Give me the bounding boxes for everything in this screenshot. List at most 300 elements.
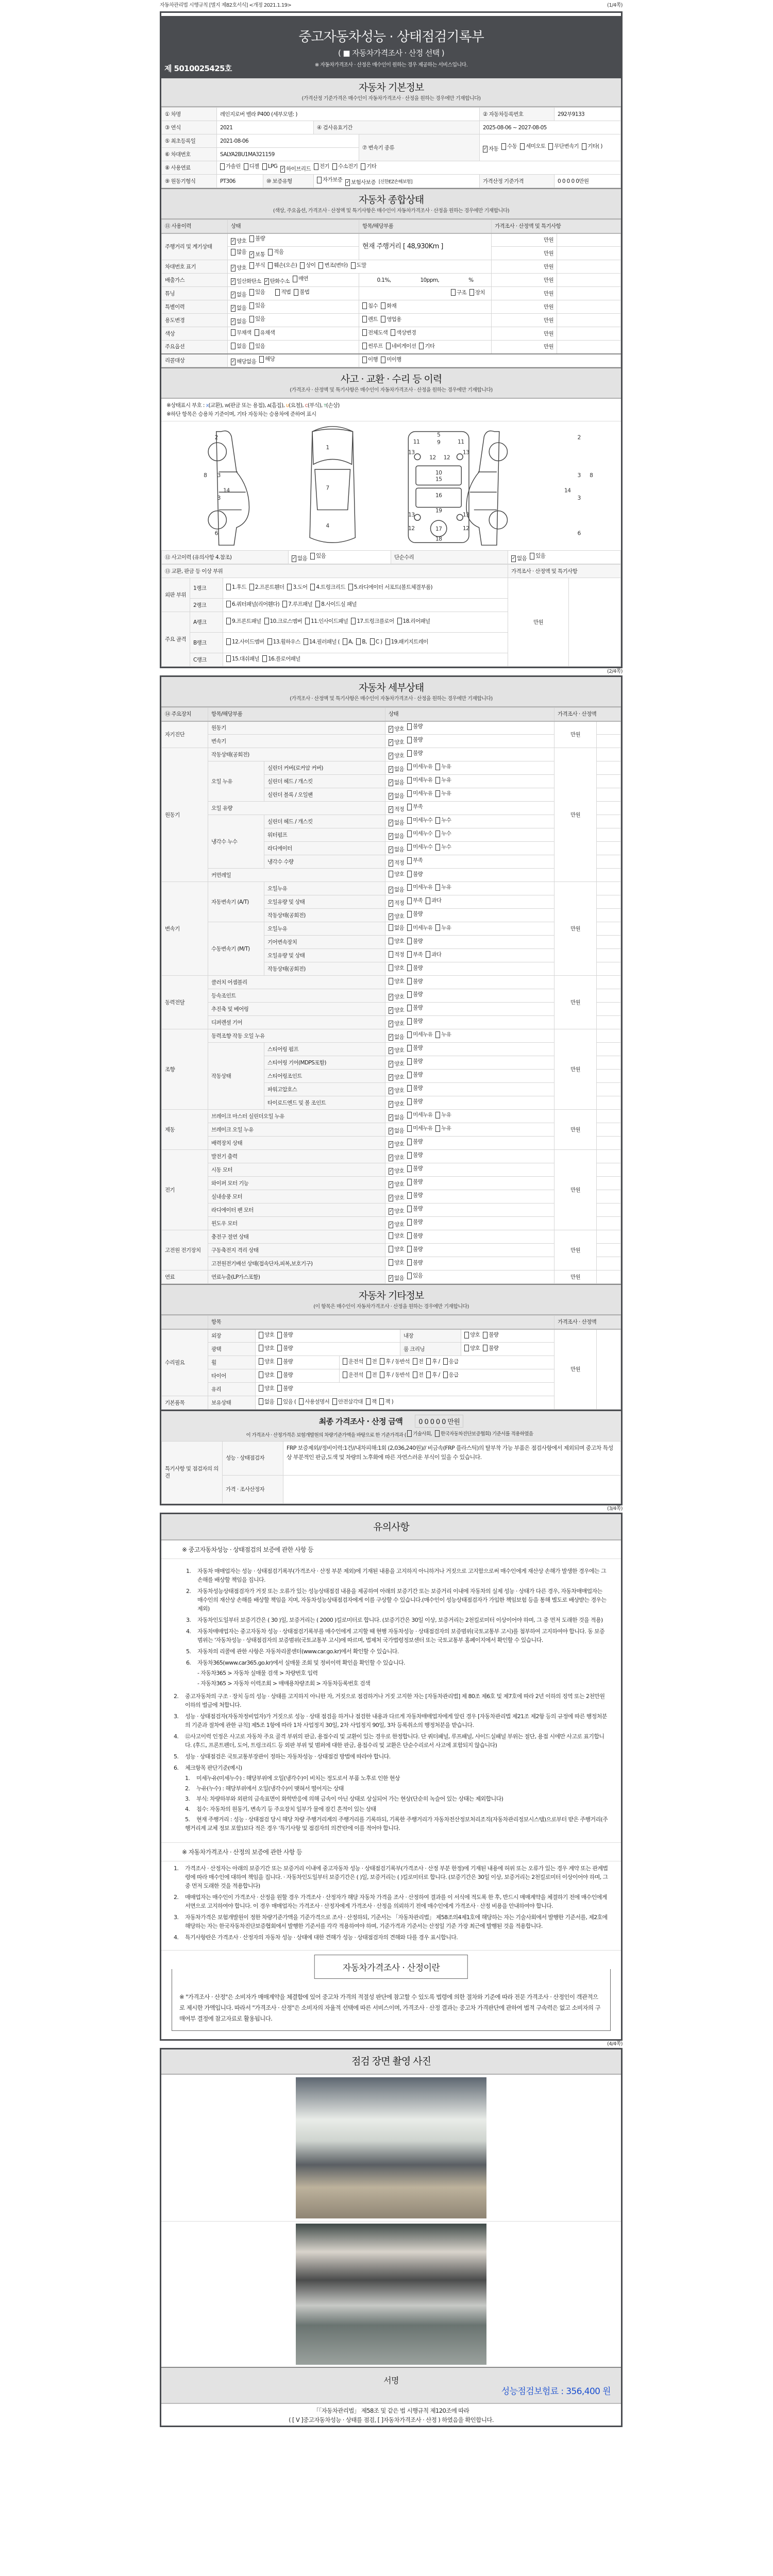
checkbox-option[interactable] [469,289,485,296]
checkbox-option[interactable] [407,857,423,864]
checkbox-option[interactable] [332,1398,363,1405]
checkbox-option[interactable] [407,1178,423,1185]
checkbox-option[interactable] [268,248,283,256]
checkbox-option[interactable] [389,1100,404,1108]
checkbox-option[interactable] [259,355,275,363]
checkbox-option[interactable] [413,1371,424,1379]
checkbox-option[interactable] [407,1246,423,1253]
checkbox-option[interactable] [287,584,307,591]
checkbox-option[interactable] [464,1331,480,1338]
checkbox-option[interactable] [356,638,366,646]
price-note [597,1137,621,1150]
checkbox-option[interactable] [397,618,430,625]
checkbox-option[interactable] [249,343,265,350]
checkbox-option[interactable] [310,552,326,560]
item-name: 충전구 절연 상태 [208,1230,385,1244]
checkbox-option[interactable] [407,723,423,730]
checkbox-option[interactable] [231,304,246,312]
checkbox-option[interactable] [389,1194,404,1201]
checkbox-option[interactable] [343,1358,363,1365]
checkbox-option[interactable] [389,846,404,853]
checkbox-option[interactable] [345,179,376,186]
checked-box-icon: ✓ [281,166,285,172]
checkbox-label: 불량 [413,1085,423,1091]
label-car-name: ① 차명 [162,108,217,121]
checkbox-option[interactable] [366,1358,377,1365]
appraiser-opinion [283,1475,621,1503]
checkbox-option[interactable] [435,924,451,931]
unchecked-box-icon [419,343,424,349]
checkbox-option[interactable] [389,1246,404,1253]
checkbox-option[interactable] [407,817,432,824]
label-options: 주요옵션 [162,341,228,354]
checkbox-option[interactable] [389,1208,404,1215]
unchecked-box-icon [379,1398,384,1405]
checkbox-option[interactable] [407,1044,423,1052]
checkbox-option[interactable] [362,316,378,323]
checkbox-option[interactable] [304,638,340,646]
checkbox-option[interactable] [407,1071,423,1078]
checkbox-option[interactable] [520,143,545,150]
checkbox-option[interactable] [226,655,259,663]
checkbox-option[interactable] [451,289,466,296]
checkbox-option[interactable] [231,358,256,365]
checkbox-option[interactable] [305,618,348,625]
price-unit: 만원 [554,1230,597,1270]
checkbox-option[interactable] [483,1331,498,1338]
unchecked-box-icon [389,871,393,877]
checkbox-option[interactable] [300,262,315,269]
checkbox-option[interactable] [343,1371,363,1379]
checkbox-option[interactable] [407,991,423,998]
checkbox-option[interactable] [426,951,441,958]
checkbox-option[interactable] [249,235,265,242]
checkbox-option[interactable] [249,302,265,309]
item-name: 연료누출(LP가스포함) [208,1270,385,1284]
checkbox-option[interactable] [389,964,404,972]
note-body [197,1627,609,1645]
checkbox-option[interactable] [389,1154,404,1161]
checkbox-option[interactable] [501,143,517,150]
checkbox-option[interactable] [483,1345,498,1352]
checkbox-option[interactable] [407,1125,432,1132]
checkbox-icon[interactable] [435,1430,440,1437]
car-parts-diagram [161,421,621,550]
checkbox-option[interactable] [231,264,246,272]
unchecked-box-icon [362,357,367,363]
explainer-text: ※ "가격조사 · 산정"은 소비자가 매매계약을 체결함에 있어 중고차 가격의 적절성 판단에 참고할 수 있도록 법령에 의한 절차와 기준에 따라 전문 가격조사 · 산정인이 객관적으로 제시한 가액입니다. 따라서 "가격조사 · 산정"은 소비자의 자율적 선택에 따른 서비스이며, 가격조사 · 산정 결과는 중고차 가격판단에 관하여 법적 구속력은 없고 소비자의 구매여부 결정에 참고자료로 활용됩니다. [179,1993,600,2022]
checkbox-option[interactable] [389,993,404,1001]
checkbox-option[interactable] [315,601,357,608]
checkbox-option[interactable] [426,897,441,904]
checkbox-option[interactable] [267,638,300,646]
checkbox-option[interactable] [351,618,394,625]
checkbox-option[interactable] [389,1221,404,1228]
checkbox-option[interactable] [362,302,378,310]
checkbox-option[interactable] [407,1138,423,1145]
checkbox-option[interactable] [443,1358,459,1365]
price-note [597,1217,621,1230]
legend-note: ※하단 항목은 승용차 기준이며, 기타 자동차는 승용차에 준하여 표시 [166,411,316,417]
use-change-type [359,314,492,327]
checkbox-option[interactable] [407,1192,423,1199]
checkbox-option[interactable] [348,584,432,591]
checkbox-option[interactable] [259,1385,274,1392]
checkbox-option[interactable] [231,318,246,325]
checkbox-option[interactable] [389,1060,404,1067]
checkbox-option[interactable] [366,1371,377,1379]
device-group: 전기 [162,1150,208,1230]
checkbox-option[interactable] [310,584,345,591]
checkbox-option[interactable] [362,329,388,336]
checkbox-option[interactable] [435,830,451,837]
label-basic-items: 기본품목 [162,1396,208,1410]
checkbox-option[interactable] [464,1345,480,1352]
status-legend [161,399,621,421]
checkbox-option[interactable] [380,1371,410,1379]
checkbox-label: 누유 [441,1112,451,1118]
unchecked-box-icon [351,262,356,269]
checkbox-option[interactable] [443,1371,459,1379]
checked-box-icon: ✓ [389,1128,393,1133]
checkbox-option[interactable] [318,262,347,269]
checkbox-option[interactable] [407,964,423,972]
checkbox-option[interactable] [389,871,404,878]
checkbox-option[interactable] [259,1331,274,1338]
checkbox-label: 가솔린 [226,163,241,170]
checkbox-option[interactable] [407,1098,423,1105]
checkbox-option[interactable] [389,978,404,985]
checkbox-option[interactable] [343,638,353,646]
checkbox-option[interactable] [226,601,279,608]
checkbox-option[interactable] [379,1398,393,1405]
checkbox-option[interactable] [407,1272,423,1279]
checkbox-option[interactable] [389,833,404,840]
checkbox-option[interactable] [389,1127,404,1134]
section-subtitle: (가격산정 기준가격은 매수인이 자동차가격조사 · 산정을 원하는 경우에만 기재합니다) [301,96,481,101]
unchecked-box-icon [318,262,323,269]
checkbox-option[interactable] [407,871,423,878]
checkbox-option[interactable] [389,1074,404,1081]
checkbox-option[interactable] [389,886,404,893]
checkbox-option[interactable] [407,1058,423,1065]
checkbox-label: 해당없음 [237,359,257,365]
checkbox-option[interactable] [389,739,404,746]
recall-options [228,354,359,367]
checkbox-option[interactable] [389,1033,404,1041]
checkbox-option[interactable] [249,315,265,323]
checkbox-option[interactable] [548,143,579,150]
checkbox-option[interactable] [389,1167,404,1175]
mileage-state [228,233,359,247]
checkbox-option[interactable] [294,289,309,296]
checkbox-option[interactable] [407,763,432,770]
checkbox-option[interactable] [389,779,404,786]
checkbox-option[interactable] [435,763,451,770]
price-note [597,788,621,802]
note-number: 3. [174,1913,179,1921]
checkbox-label: 적법 [281,289,291,295]
unchecked-box-icon [249,262,254,269]
legend-symbol: T [324,403,326,408]
checkbox-option[interactable] [407,776,432,784]
checkbox-option[interactable] [426,1358,440,1365]
checkbox-option[interactable] [332,163,358,170]
checkbox-option[interactable] [220,163,241,170]
checkbox-option[interactable] [292,555,307,562]
checkbox-label: 15.대쉬패널 [232,655,260,662]
checkbox-option[interactable] [231,238,246,245]
checkbox-option[interactable] [389,1007,404,1014]
checkbox-option[interactable] [389,752,404,759]
checkbox-option[interactable] [262,655,300,663]
item-name: 와이퍼 모터 기능 [208,1177,385,1190]
checkbox-option[interactable] [407,910,423,918]
checkbox-option[interactable] [280,165,311,173]
part-number-label: 3 [217,494,221,501]
checked-box-icon: ✓ [389,900,393,906]
checkbox-label: 훼손(오손) [274,262,297,268]
checkbox-option[interactable] [407,1151,423,1159]
checkbox-option[interactable] [407,1031,432,1038]
checkbox-option[interactable] [407,938,423,945]
note-item [186,1647,609,1656]
checkbox-option[interactable] [370,638,382,646]
item-state [385,788,554,802]
interior-options [461,1329,554,1343]
checkbox-option[interactable] [277,1398,296,1405]
checkbox-option[interactable] [231,291,246,298]
checkbox-label: 양호 [264,1332,275,1338]
checkbox-label: LPG [267,163,278,170]
checkbox-option[interactable] [226,584,246,591]
checkbox-option[interactable] [389,1114,404,1121]
checkbox-option[interactable] [277,1371,293,1379]
checkbox-option[interactable] [249,289,265,296]
unchecked-box-icon [407,1085,412,1092]
checkbox-option[interactable] [407,951,423,958]
checkbox-option[interactable] [407,1004,423,1011]
checkbox-option[interactable] [582,143,602,150]
checkbox-option[interactable] [262,163,278,170]
checkbox-option[interactable] [249,584,284,591]
checkbox-label: 18.리어패널 [402,618,430,624]
checkbox-option[interactable] [389,1259,404,1266]
checkbox-option[interactable] [264,278,290,285]
price-note [597,1244,621,1257]
checkbox-option[interactable] [231,329,251,336]
checkbox-option[interactable] [407,978,423,985]
checkbox-label: 없음 [394,1114,405,1121]
checkbox-option[interactable] [317,176,342,183]
unchecked-box-icon [366,1358,371,1365]
checkbox-option[interactable] [407,924,432,931]
unchecked-box-icon [435,884,440,891]
checkbox-option[interactable] [299,1398,329,1405]
checkbox-option[interactable] [435,884,451,891]
checkbox-option[interactable] [277,1331,293,1338]
checked-box-icon: ✓ [231,265,235,270]
item-name: 라디에이터 팬 모터 [208,1204,385,1217]
checkbox-option[interactable] [249,262,265,269]
tire-options [256,1369,340,1383]
checkbox-option[interactable] [407,830,432,837]
checkbox-option[interactable] [264,618,303,625]
accident-table [161,550,621,564]
item-state [385,735,554,748]
wheel-icon [489,443,507,461]
unchecked-box-icon [520,143,525,150]
checkbox-option[interactable] [511,555,527,562]
checkbox-option[interactable] [483,145,498,152]
checkbox-option[interactable] [361,163,376,170]
checkbox-option[interactable] [366,1398,377,1405]
checkbox-option[interactable] [389,1020,404,1027]
checkbox-option[interactable] [435,1125,451,1132]
item-state [385,1190,554,1204]
checkbox-option[interactable] [407,803,423,810]
checkbox-option[interactable] [381,356,401,363]
checkbox-option[interactable] [435,843,451,851]
checkbox-option[interactable] [293,275,308,282]
checkbox-option[interactable] [389,819,404,826]
checkbox-option[interactable] [389,900,404,907]
checkbox-option[interactable] [389,1141,404,1148]
unchecked-box-icon [435,817,440,824]
note-text: 자동차가격은 보험개발원이 정한 차량기준가액을 기준가격으로 조사 · 산정하되, 기준서는 「자동차관리법」 제58조의4제1호에 해당하는 자는 기술사회에서 발행한 기준서를, 제2호에 해당하는 자는 한국자동차진단보증협회에서 발행한 기준서를 각각 적용하여야 하며, 기준가격과 기준서는 산정일 기준 가장 최근에 발행된 것을 적용합니다. [185,1913,608,1929]
fuel-options [217,161,621,175]
checkbox-option[interactable] [407,1259,423,1266]
checkbox-option[interactable] [231,343,246,350]
checkbox-option[interactable] [389,924,404,931]
checkbox-option[interactable] [389,766,404,773]
checkbox-option[interactable] [419,343,434,350]
checkbox-option[interactable] [389,806,404,813]
checkbox-option[interactable] [380,1358,410,1365]
checkbox-option[interactable] [407,750,423,757]
tire-positions [340,1369,554,1383]
unchecked-box-icon [389,938,393,944]
checkbox-label: 없음 [394,766,405,772]
tuning-options [231,291,268,297]
section-title: 자동차 기본정보 [358,82,424,93]
checkbox-option[interactable] [351,262,366,269]
checkbox-option[interactable] [407,1205,423,1212]
label-base-price: 가격산정 기준가격 [480,175,554,188]
checkbox-option[interactable] [381,316,401,323]
checkbox-option[interactable] [277,1345,293,1352]
checkbox-icon[interactable] [407,1430,412,1437]
note-number: 3. [185,1795,190,1802]
legend-symbol: X [206,403,209,408]
note-body [197,1616,603,1624]
checkbox-option[interactable] [407,843,432,851]
checkbox-option[interactable] [386,343,416,350]
checkbox-option[interactable] [277,1385,293,1392]
checkbox-option[interactable] [259,1358,274,1365]
checkbox-option[interactable] [435,1111,451,1118]
checkbox-option[interactable] [389,1232,404,1240]
checkbox-option[interactable] [407,1018,423,1025]
checkbox-option[interactable] [389,1181,404,1188]
checkbox-label: 전 [372,1371,377,1378]
checkbox-option[interactable] [275,289,291,296]
checkbox-label: 미세누유 [413,1125,433,1131]
checkbox-option[interactable] [259,1398,274,1405]
item-subgroup: 자동변속기 (A/T) [208,882,264,922]
checkbox-option[interactable] [407,1111,432,1118]
inspector-opinion: FRP 보증제외//정비이력:1건//내차피해:1회 (2,036,240원)// 비금속(FRP 플라스틱)의 탈부착 가능 부품은 점검사항에서 제외되며 중고차 특성 상 부분적인 판금,도색 및 차량의 노후화에 따른 자연스러운 부식이 있을 수 있습니다. [283,1441,621,1475]
checkbox-label: 이행 [368,357,378,363]
item-name: 실내송풍 모터 [208,1190,385,1204]
current-mileage: 현재 주행거리 [ 48,930Km ] [359,233,492,260]
checkbox-option[interactable] [249,251,265,258]
checkbox-option[interactable] [407,897,423,904]
checkbox-option[interactable] [407,736,423,743]
checkbox-option[interactable] [244,163,259,170]
checkbox-option[interactable] [389,1087,404,1094]
checkbox-option[interactable] [362,343,383,350]
inspection-photo-rear [296,2224,486,2365]
checkbox-option[interactable] [407,1218,423,1226]
checkbox-option[interactable] [389,1047,404,1054]
checkbox-option[interactable] [389,792,404,800]
checkbox-option[interactable] [407,884,432,891]
checkbox-option[interactable] [226,638,264,646]
checkbox-option[interactable] [389,859,404,867]
checkbox-option[interactable] [255,329,275,336]
checkbox-option[interactable] [407,1232,423,1240]
checkbox-option[interactable] [435,1031,451,1038]
unchecked-box-icon [389,951,393,958]
checkbox-option[interactable] [391,329,416,336]
checkbox-option[interactable] [381,302,396,310]
checkbox-option[interactable] [435,817,451,824]
checkbox-option[interactable] [407,1165,423,1172]
checkbox-option[interactable] [231,278,261,285]
checkbox-option[interactable] [413,1358,424,1365]
checkbox-option[interactable] [231,248,246,256]
note-number: 5. [174,1753,179,1760]
checkbox-option[interactable] [268,262,297,269]
checkbox-option[interactable] [259,1345,274,1352]
checkbox-option[interactable] [362,356,378,363]
checkbox-option[interactable] [389,725,404,733]
checkbox-option[interactable] [259,1371,274,1379]
checkbox-option[interactable] [282,601,312,608]
checkbox-option[interactable] [389,951,404,958]
checkbox-option[interactable] [385,638,428,646]
checkbox-label: 양호 [394,871,405,877]
unchecked-box-icon [426,1371,431,1378]
checkbox-option[interactable] [435,790,451,797]
note-body [185,1712,609,1730]
checkbox-option[interactable] [407,790,432,797]
checkbox-label: 양호 [394,1181,405,1188]
checkbox-option[interactable] [277,1358,293,1365]
checkbox-option[interactable] [389,1275,404,1282]
checkbox-label: 있음 [255,316,265,322]
checkbox-option[interactable] [426,1371,440,1379]
checkbox-label: 기타 [366,163,377,170]
checkbox-option[interactable] [530,552,545,560]
checkbox-option[interactable] [226,618,261,625]
checkbox-option[interactable] [435,776,451,784]
checkbox-option[interactable] [314,163,329,170]
checkbox-option[interactable] [389,938,404,945]
checkbox-option[interactable] [389,913,404,920]
checkbox-option[interactable] [407,1084,423,1092]
